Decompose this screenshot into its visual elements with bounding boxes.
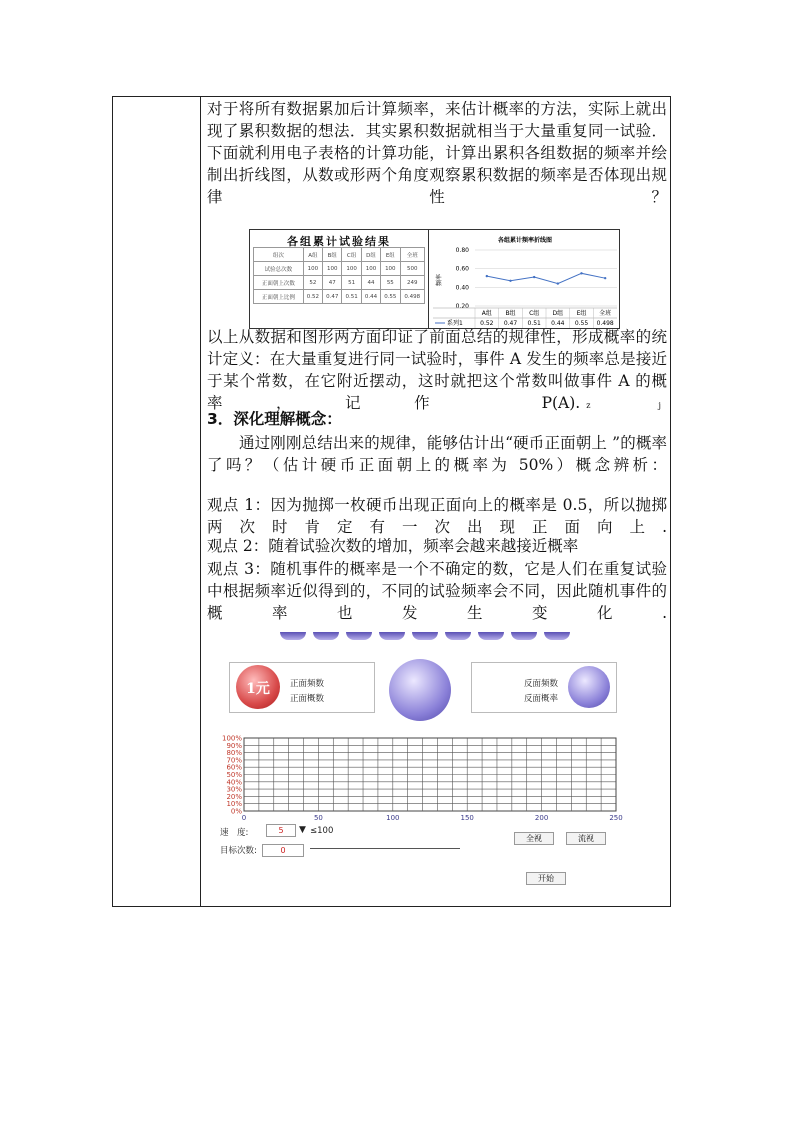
header-cell: C组 — [342, 248, 361, 262]
y-tick-label: 70% — [226, 756, 242, 765]
x-tick-label: 100 — [386, 814, 400, 822]
table-cell: 0.51 — [342, 290, 361, 304]
tails-count-label: 反面频数 — [524, 679, 559, 689]
data-label: 0.498 — [596, 320, 614, 327]
coin-mini-icon — [280, 632, 306, 640]
data-point — [486, 275, 488, 277]
data-point — [557, 282, 559, 284]
tails-panel — [471, 662, 617, 713]
data-point — [580, 272, 582, 274]
target-slider-track[interactable] — [310, 848, 460, 849]
y-tick-label: 10% — [226, 800, 242, 809]
paragraph-estimate: 通过刚刚总结出来的规律，能够估计出“硬币正面朝上 ”的概率了吗？（估计硬币正面朝上的概率为 50%）概念辨析： — [207, 434, 667, 474]
x-tick-label: A组 — [481, 310, 492, 317]
y-tick-label: 80% — [226, 749, 242, 758]
x-tick-label: C组 — [529, 310, 540, 317]
table-cell: 100 — [361, 262, 380, 276]
table-cell: 100 — [303, 262, 322, 276]
header-cell: E组 — [381, 248, 400, 262]
table-cell: 500 — [400, 262, 425, 276]
coin-mini-icon — [478, 632, 504, 640]
y-tick-label: 60% — [226, 763, 242, 772]
coin-mini-icon — [544, 632, 570, 640]
data-label: 0.55 — [574, 320, 589, 327]
definition-text: 以上从数据和图形两方面印证了前面总结的规律性，形成概率的统计定义：在大量重复进行同一试验时，事件 A 发生的频率总是接近于某个常数，在它附近摆动，这时就把这个常数叫做事件 A 的概率，记作 P(A). — [207, 328, 667, 412]
viewpoint-1: 观点 1：因为抛掷一枚硬币出现正面向上的概率是 0.5，所以抛掷两次时肯定有一次出现正面向上. — [207, 496, 667, 536]
table-cell: 55 — [381, 276, 400, 290]
coin-mini-icon — [445, 632, 471, 640]
y-tick-label: 0.20 — [455, 303, 469, 310]
frequency-grid-svg — [218, 728, 628, 828]
data-label: 0.44 — [551, 320, 565, 327]
chart-title: 各组累计频率折线图 — [497, 237, 553, 244]
table-title: 各组累计试验结果 — [287, 235, 391, 248]
coin-mini-icon — [313, 632, 339, 640]
x-tick-label: D组 — [552, 310, 564, 317]
header-cell: D组 — [361, 248, 380, 262]
coin-mini-icon — [379, 632, 405, 640]
legend-label: 系列1 — [447, 320, 463, 327]
target-label: 目标次数: — [220, 846, 257, 856]
table-cell: 44 — [361, 276, 380, 290]
coin-face-text: 1元 — [246, 681, 270, 697]
table-cell: 51 — [342, 276, 361, 290]
coin-mini-icon — [346, 632, 372, 640]
column-divider — [200, 96, 201, 907]
data-label: 0.51 — [527, 320, 541, 327]
heading-text: 3．深化理解概念： — [207, 410, 342, 428]
y-axis-label: 频率 — [436, 273, 443, 287]
series-line — [487, 273, 605, 283]
y-tick-label: 90% — [226, 741, 242, 750]
table-cell: 100 — [342, 262, 361, 276]
embedded-figure — [249, 229, 620, 329]
y-tick-label: 40% — [226, 778, 242, 787]
coin-toss-simulator — [218, 630, 628, 890]
table-row — [254, 276, 425, 290]
x-tick-label: E组 — [576, 310, 587, 317]
frequency-grid — [218, 728, 628, 828]
paragraph-definition — [207, 326, 667, 417]
cumulative-results-table — [253, 233, 425, 304]
full-view-button[interactable]: 全视 — [514, 832, 554, 845]
tails-prob-label: 反面概率 — [524, 694, 559, 704]
frequency-line-chart — [428, 230, 620, 329]
x-tick-label: 250 — [609, 814, 623, 822]
table-cell: 52 — [303, 276, 322, 290]
y-tick-label: 0.60 — [455, 265, 469, 273]
table-cell: 0.55 — [381, 290, 400, 304]
heads-panel — [229, 662, 375, 713]
header-cell: B组 — [323, 248, 342, 262]
viewpoint-2: 观点 2：随着试验次数的增加，频率会越来越接近概率 — [207, 537, 579, 555]
x-tick-label: 150 — [460, 814, 474, 822]
table-cell: 正面朝上次数 — [254, 276, 304, 290]
data-point — [533, 276, 535, 278]
table-cell: 0.44 — [361, 290, 380, 304]
header-cell: 全班 — [400, 248, 425, 262]
x-tick-label: 全班 — [599, 310, 612, 317]
table-cell: 0.52 — [303, 290, 322, 304]
table-row — [254, 262, 425, 276]
data-point — [604, 277, 606, 279]
y-tick-label: 30% — [226, 785, 242, 794]
coin-strip — [280, 632, 570, 640]
x-tick-label: 200 — [534, 814, 549, 822]
table-cell: 100 — [381, 262, 400, 276]
start-button[interactable]: 开始 — [526, 872, 566, 885]
viewpoint-3: 观点 3：随机事件的概率是一个不确定的数，它是人们在重复试验中根据频率近似得到的，不同的试验频率会不同，因此随机事件的概率也发生变化. — [207, 560, 667, 622]
flow-view-button[interactable]: 流视 — [566, 832, 606, 845]
table-cell: 47 — [323, 276, 342, 290]
speed-label: 速 度: — [220, 828, 249, 838]
y-tick-label: 20% — [226, 792, 242, 801]
speed-input[interactable]: 5 — [266, 824, 296, 837]
table-cell: 0.498 — [400, 290, 425, 304]
header-cell: 组次 — [254, 248, 304, 262]
y-tick-label: 0% — [230, 807, 242, 816]
margin-mark: z j — [586, 401, 667, 410]
header-cell: A组 — [303, 248, 322, 262]
paragraph-spreadsheet: 下面就利用电子表格的计算功能，计算出累积各组数据的频率并绘制出折线图，从数或形两个角度观察累积数据的频率是否体现出规律性？ — [207, 144, 667, 206]
data-label: 0.52 — [480, 320, 494, 327]
table-cell: 试验总次数 — [254, 262, 304, 276]
target-input[interactable]: 0 — [262, 844, 304, 857]
table-cell: 正面朝上比例 — [254, 290, 304, 304]
x-tick-label: 50 — [313, 814, 323, 822]
speed-dropdown-icon[interactable]: ▼ — [299, 825, 306, 835]
paragraph-cumulative: 对于将所有数据累加后计算频率，来估计概率的方法，实际上就出现了累积数据的想法．其实累积数据就相当于大量重复同一试验． — [207, 100, 667, 140]
x-tick-label: 0 — [241, 814, 247, 822]
table-cell: 100 — [323, 262, 342, 276]
data-point — [509, 280, 511, 282]
flipping-coin-icon[interactable] — [389, 659, 451, 721]
y-tick-label: 0.80 — [455, 247, 469, 254]
y-tick-label: 0.40 — [455, 284, 469, 292]
tails-coin-icon — [568, 666, 610, 708]
heads-coin-icon — [236, 665, 280, 709]
section-heading — [207, 408, 667, 430]
heads-count-label: 正面频数 — [290, 679, 325, 689]
table-cell: 249 — [400, 276, 425, 290]
data-label: 0.47 — [503, 320, 518, 327]
speed-hint: ≤100 — [310, 826, 334, 836]
y-tick-label: 100% — [221, 734, 242, 743]
y-tick-label: 50% — [226, 771, 242, 779]
coin-mini-icon — [412, 632, 438, 640]
table-header-row — [254, 248, 425, 262]
coin-mini-icon — [511, 632, 537, 640]
table-cell: 0.47 — [323, 290, 342, 304]
line-chart-svg — [429, 230, 620, 329]
x-tick-label: B组 — [505, 310, 516, 317]
table-row — [254, 290, 425, 304]
heads-prob-label: 正面概数 — [290, 694, 325, 704]
